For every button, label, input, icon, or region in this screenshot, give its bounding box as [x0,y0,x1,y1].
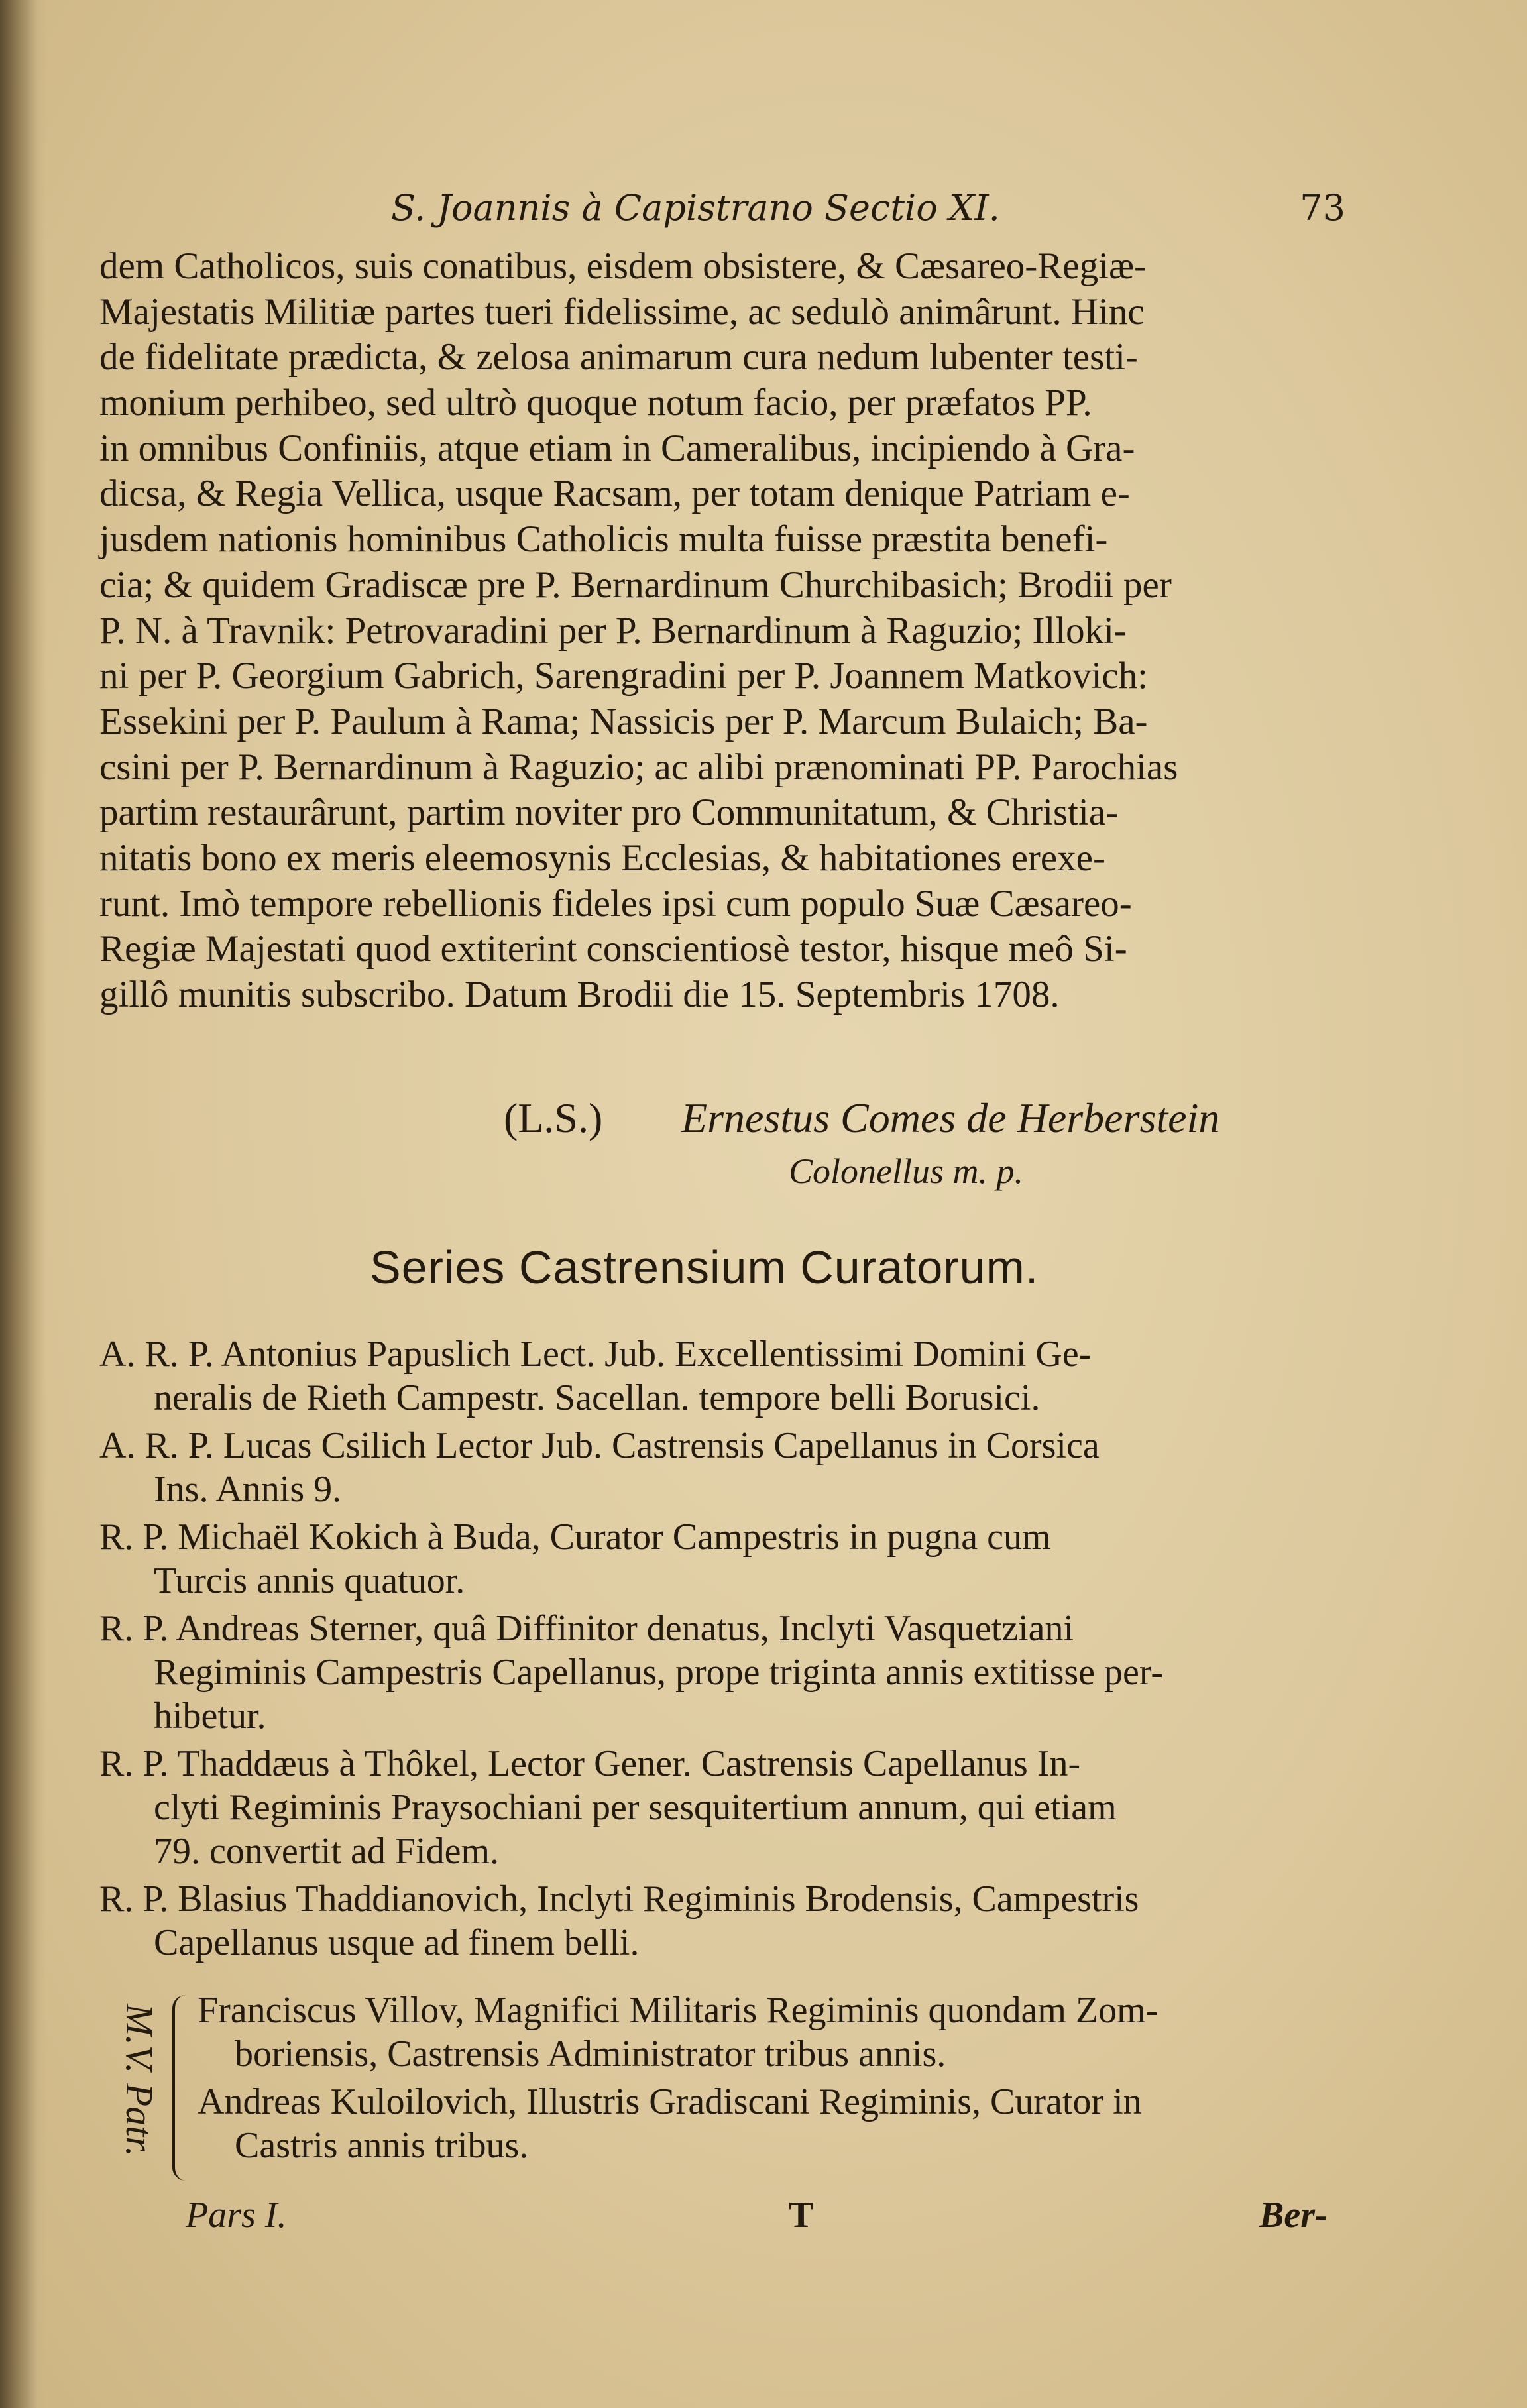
seal-mark: (L.S.) [504,1094,603,1141]
entry-continuation: hibetur. [154,1695,266,1737]
signatory-rank: Colonellus m. p. [789,1151,1024,1191]
text-line: ni per P. Georgium Gabrich, Sarengradini per P. Joannem Matkovich: [99,655,1148,697]
entry-continuation: Capellanus usque ad finem belli. [154,1922,640,1963]
list-item [99,1424,1385,1511]
list-item [198,1988,1384,2076]
catchword: Ber- [1259,2195,1328,2236]
text-line: partim restaurârunt, partim noviter pro Communitatum, & Christia- [99,791,1119,834]
text-line: jusdem nationis hominibus Catholicis multa fuisse præstita benefi- [99,518,1108,561]
text-line: in omnibus Confiniis, atque etiam in Cameralibus, incipiendo à Gra- [99,427,1135,469]
running-head [391,187,1345,240]
text-line: monium perhibeo, sed ultrò quoque notum facio, per præfatos PP. [99,382,1092,424]
signatory-name: Ernestus Comes de Herberstein [681,1094,1220,1141]
side-label-text: M.V. Patr. [118,2004,161,2157]
text-line: Essekini per P. Paulum à Rama; Nassicis per P. Marcum Bulaich; Ba- [99,700,1148,742]
list-item [99,1332,1385,1420]
text-line: Majestatis Militiæ partes tueri fidelissime, ac sedulò animârunt. Hinc [99,290,1145,333]
text-line: dem Catholicos, suis conatibus, eisdem obsistere, & Cæsareo-Regiæ- [99,245,1147,287]
gathering-mark: T [789,2195,814,2236]
entry-first-line: Andreas Kuloilovich, Illustris Gradiscani Regiminis, Curator in [198,2081,1142,2122]
list-item [99,1877,1385,1965]
volume-signature: Pars I. [186,2195,287,2236]
list-item [99,1515,1385,1603]
text-line: csini per P. Bernardinum à Raguzio; ac alibi prænominati PP. Parochias [99,746,1178,788]
text-line: P. N. à Travnik: Petrovaradini per P. Bernardinum à Raguzio; Illoki- [99,609,1127,652]
list-item [99,1742,1385,1873]
entry-first-line: R. P. Blasius Thaddianovich, Inclyti Regiminis Brodensis, Campestris [99,1878,1139,1920]
page-number: 73 [1300,187,1345,229]
curator-list [99,1332,1385,1969]
entry-continuation: Ins. Annis 9. [154,1469,342,1510]
entry-continuation: 79. convertit ad Fidem. [154,1831,500,1872]
binding-gutter [0,0,46,2408]
entry-continuation: boriensis, Castrensis Administrator tribus annis. [235,2034,946,2075]
text-line: cia; & quidem Gradiscæ pre P. Bernardinum Churchibasich; Brodii per [99,563,1172,606]
entry-first-line: A. R. P. Antonius Papuslich Lect. Jub. Excellentissimi Domini Ge- [99,1334,1092,1375]
text-line: Regiæ Majestati quod extiterint conscientiosè testor, hisque meô Si- [99,928,1127,970]
text-line: de fidelitate prædicta, & zelosa animarum cura nedum lubenter testi- [99,336,1138,378]
entry-first-line: R. P. Thaddæus à Thôkel, Lector Gener. Castrensis Capellanus In- [99,1743,1081,1784]
text-line: dicsa, & Regia Vellica, usque Racsam, per totam denique Patriam e- [99,473,1130,515]
entry-first-line: R. P. Andreas Sterner, quâ Diffinitor denatus, Inclyti Vasquetziani [99,1608,1074,1649]
text-line: gillô munitis subscribo. Datum Brodii die 15. Septembris 1708. [99,974,1060,1015]
entry-continuation: neralis de Rieth Campestr. Sacellan. tempore belli Borusici. [154,1377,1041,1418]
text-line: runt. Imò tempore rebellionis fideles ipsi cum populo Suæ Cæsareo- [99,882,1132,925]
entry-first-line: A. R. P. Lucas Csilich Lector Jub. Castrensis Capellanus in Corsica [99,1425,1100,1466]
bracketed-items [198,1988,1384,2171]
entry-continuation: clyti Regiminis Praysochiani per sesquitertium annum, qui etiam [154,1787,1117,1828]
side-label [113,1988,161,2187]
page-footer [186,2194,1379,2247]
body-paragraph [99,244,1385,1018]
brace-icon [172,1995,191,2181]
entry-continuation: Regiminis Campestris Capellanus, prope triginta annis extitisse per- [154,1652,1164,1693]
list-item [198,2080,1384,2167]
bracketed-group [99,1988,1385,2187]
section-heading: Series Castrensium Curatorum. [370,1241,1039,1293]
running-head-title: S. Joannis à Capistrano Sectio XI. [391,187,1000,229]
entry-first-line: Franciscus Villov, Magnifici Militaris Regiminis quondam Zom- [198,1990,1159,2031]
entry-continuation: Castris annis tribus. [235,2125,529,2166]
text-line: nitatis bono ex meris eleemosynis Ecclesias, & habitationes erexe- [99,836,1105,879]
entry-continuation: Turcis annis quatuor. [154,1560,465,1601]
list-item [99,1607,1385,1738]
entry-first-line: R. P. Michaël Kokich à Buda, Curator Campestris in pugna cum [99,1517,1051,1558]
